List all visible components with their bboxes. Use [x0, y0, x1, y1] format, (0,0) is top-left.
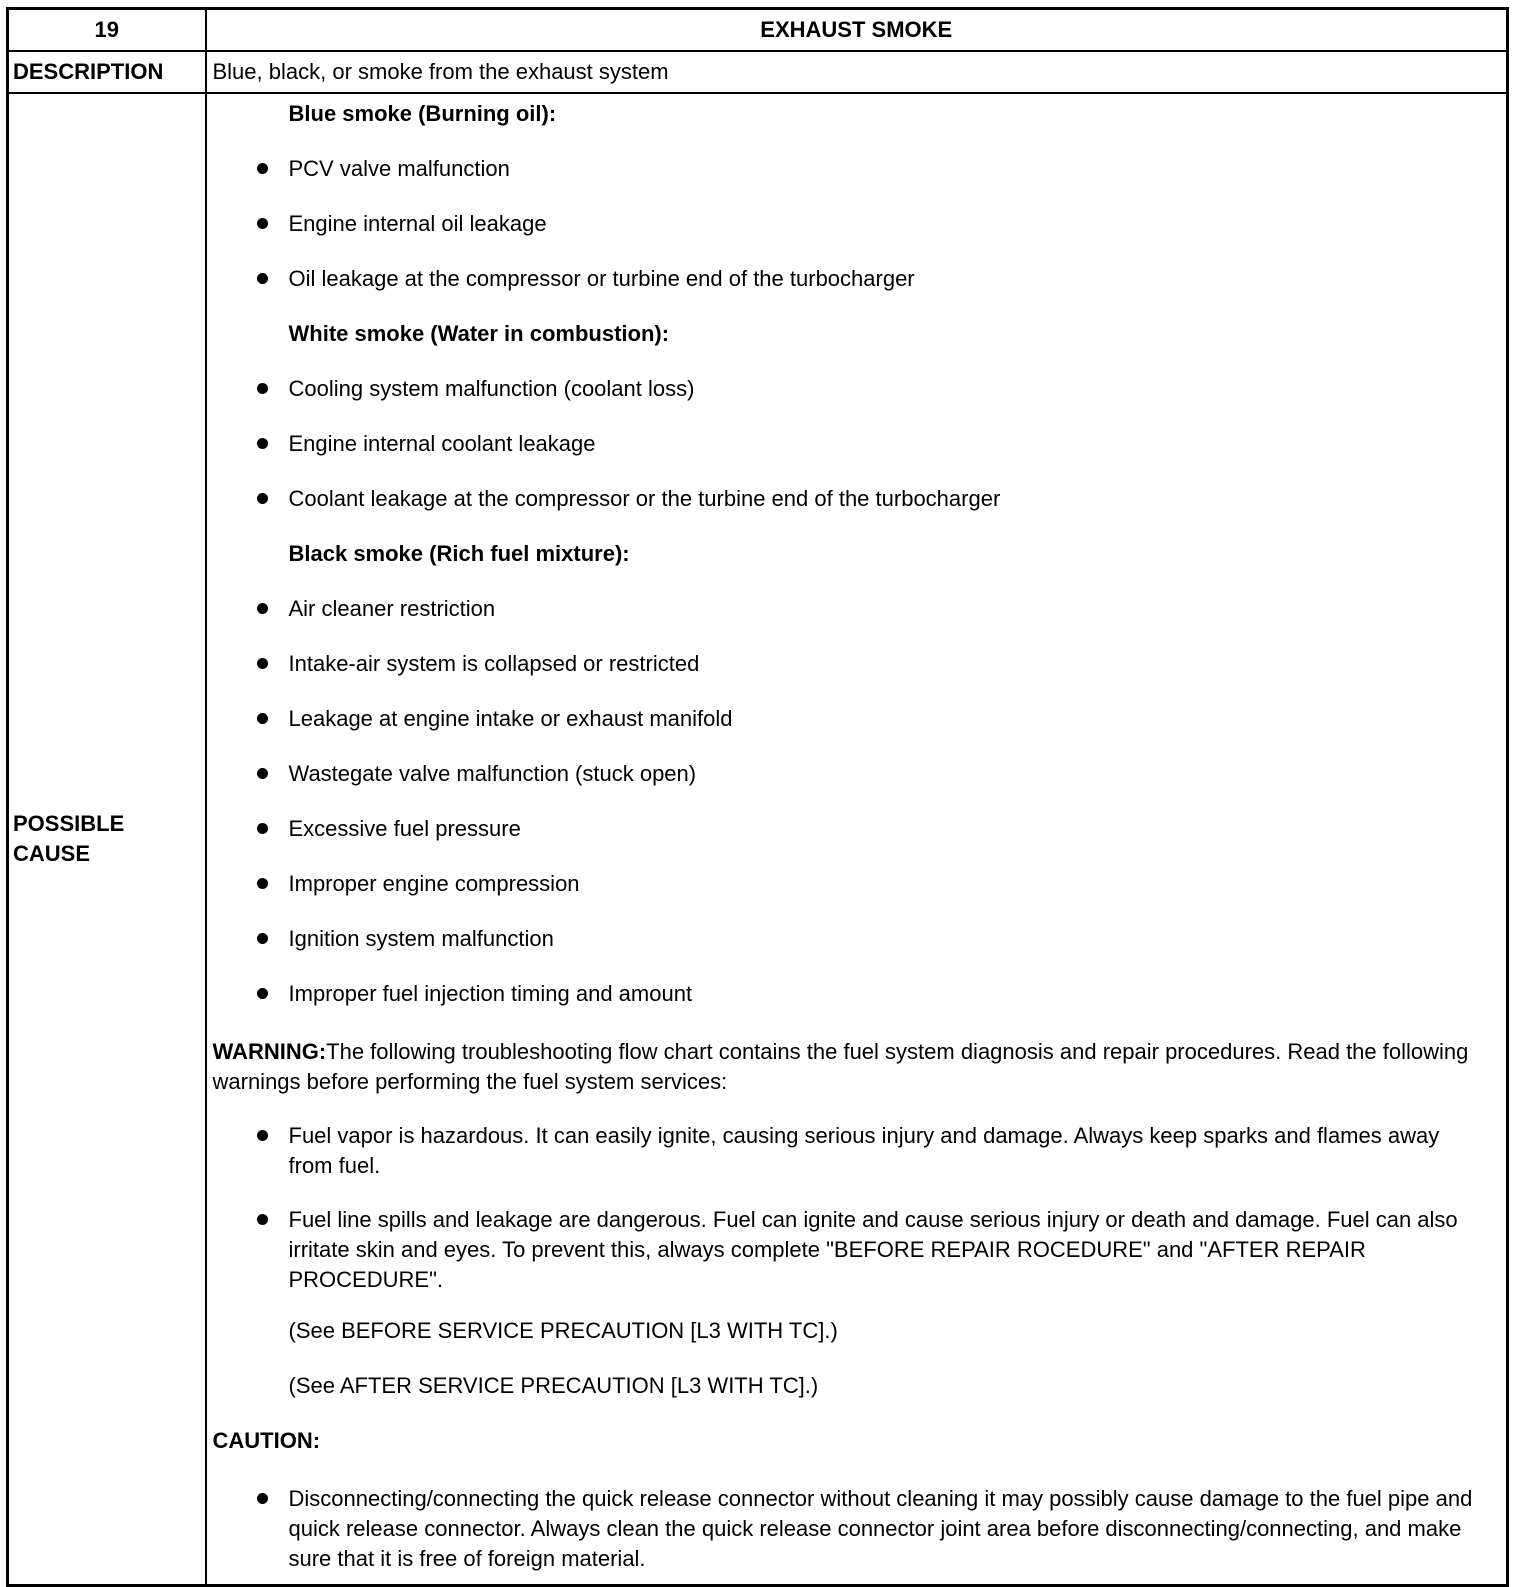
list-item-text: Fuel line spills and leakage are dangerous. Fuel can ignite and cause serious injury or death and damage. Fuel can also irritate skin and eyes. To prevent this, always complete "BEFORE REPAIR ROCEDURE" and "AFTER REPAIR PROCEDURE".	[288, 1207, 1458, 1292]
bullet-icon	[257, 1214, 268, 1225]
list-item	[213, 707, 1489, 762]
bullet-icon	[257, 988, 268, 999]
list-item	[213, 487, 1489, 542]
list-item-text: Leakage at engine intake or exhaust manifold	[288, 706, 733, 731]
list-item-text: Engine internal coolant leakage	[288, 431, 596, 456]
caution-label: CAUTION:	[212, 1428, 321, 1453]
white-smoke-heading: White smoke (Water in combustion):	[288, 321, 670, 346]
black-smoke-heading: Black smoke (Rich fuel mixture):	[288, 541, 630, 566]
list-item	[213, 982, 1489, 1037]
list-item	[213, 762, 1489, 817]
bullet-icon	[257, 218, 268, 229]
bullet-icon	[257, 603, 268, 614]
before-service-reference: (See BEFORE SERVICE PRECAUTION [L3 WITH TC].)	[288, 1318, 838, 1343]
bullet-icon	[257, 273, 268, 284]
header-row	[8, 9, 1508, 52]
list-item-text: Disconnecting/connecting the quick release connector without cleaning it may possibly cause damage to the fuel pipe and quick release connector. Always clean the quick release connector joint area before disconnecting/connecting, and make sure that it is free of foreign material.	[288, 1486, 1473, 1571]
list-item-text: Improper engine compression	[288, 871, 580, 896]
bullet-icon	[257, 658, 268, 669]
description-text: Blue, black, or smoke from the exhaust system	[206, 51, 1508, 93]
list-item-text: Wastegate valve malfunction (stuck open)	[288, 761, 697, 786]
bullet-icon	[257, 768, 268, 779]
warning-note	[213, 1037, 1489, 1097]
list-item	[213, 377, 1489, 432]
warning-label: WARNING:	[212, 1039, 327, 1064]
bullet-icon	[257, 1130, 268, 1141]
list-item-text: Fuel vapor is hazardous. It can easily ignite, causing serious injury and damage. Always keep sparks and flames away from fuel.	[288, 1123, 1440, 1178]
possible-cause-row	[8, 93, 1508, 1586]
bullet-icon	[257, 493, 268, 504]
possible-cause-label-line2: CAUSE	[13, 841, 91, 866]
symptom-title: EXHAUST SMOKE	[206, 9, 1508, 52]
list-item-text: PCV valve malfunction	[288, 156, 510, 181]
symptom-number: 19	[8, 9, 206, 52]
bullet-icon	[257, 878, 268, 889]
list-item	[213, 872, 1489, 927]
list-item	[213, 432, 1489, 487]
list-item-text: Cooling system malfunction (coolant loss)	[288, 376, 695, 401]
list-item	[213, 927, 1489, 982]
after-service-reference: (See AFTER SERVICE PRECAUTION [L3 WITH TC].)	[288, 1373, 819, 1398]
bullet-icon	[257, 713, 268, 724]
list-item-text: Coolant leakage at the compressor or the turbine end of the turbocharger	[288, 486, 1001, 511]
list-item-text: Oil leakage at the compressor or turbine end of the turbocharger	[288, 266, 915, 291]
possible-cause-content	[206, 93, 1508, 1586]
list-item	[213, 157, 1489, 212]
blue-smoke-heading: Blue smoke (Burning oil):	[288, 101, 557, 126]
possible-cause-label	[8, 93, 206, 1586]
list-item	[213, 597, 1489, 652]
troubleshooting-table	[6, 7, 1509, 1587]
bullet-icon	[257, 823, 268, 834]
list-item	[213, 267, 1489, 322]
warning-text: The following troubleshooting flow chart contains the fuel system diagnosis and repair procedures. Read the following warnings before performing the fuel system services:	[212, 1039, 1469, 1094]
list-item	[213, 212, 1489, 267]
list-item-text: Ignition system malfunction	[288, 926, 554, 951]
bullet-icon	[257, 163, 268, 174]
list-item-text: Excessive fuel pressure	[288, 816, 521, 841]
description-row	[8, 51, 1508, 93]
possible-cause-label-line1: POSSIBLE	[13, 811, 125, 836]
list-item	[213, 652, 1489, 707]
bullet-icon	[257, 383, 268, 394]
description-label: DESCRIPTION	[8, 51, 206, 93]
list-item-text: Engine internal oil leakage	[288, 211, 547, 236]
bullet-icon	[257, 438, 268, 449]
list-item	[213, 1121, 1489, 1181]
bullet-icon	[257, 933, 268, 944]
list-item	[213, 817, 1489, 872]
list-item	[213, 1484, 1489, 1574]
list-item-text: Air cleaner restriction	[288, 596, 496, 621]
list-item-text: Improper fuel injection timing and amount	[288, 981, 693, 1006]
bullet-icon	[257, 1493, 268, 1504]
list-item	[213, 1205, 1489, 1295]
list-item-text: Intake-air system is collapsed or restricted	[288, 651, 700, 676]
